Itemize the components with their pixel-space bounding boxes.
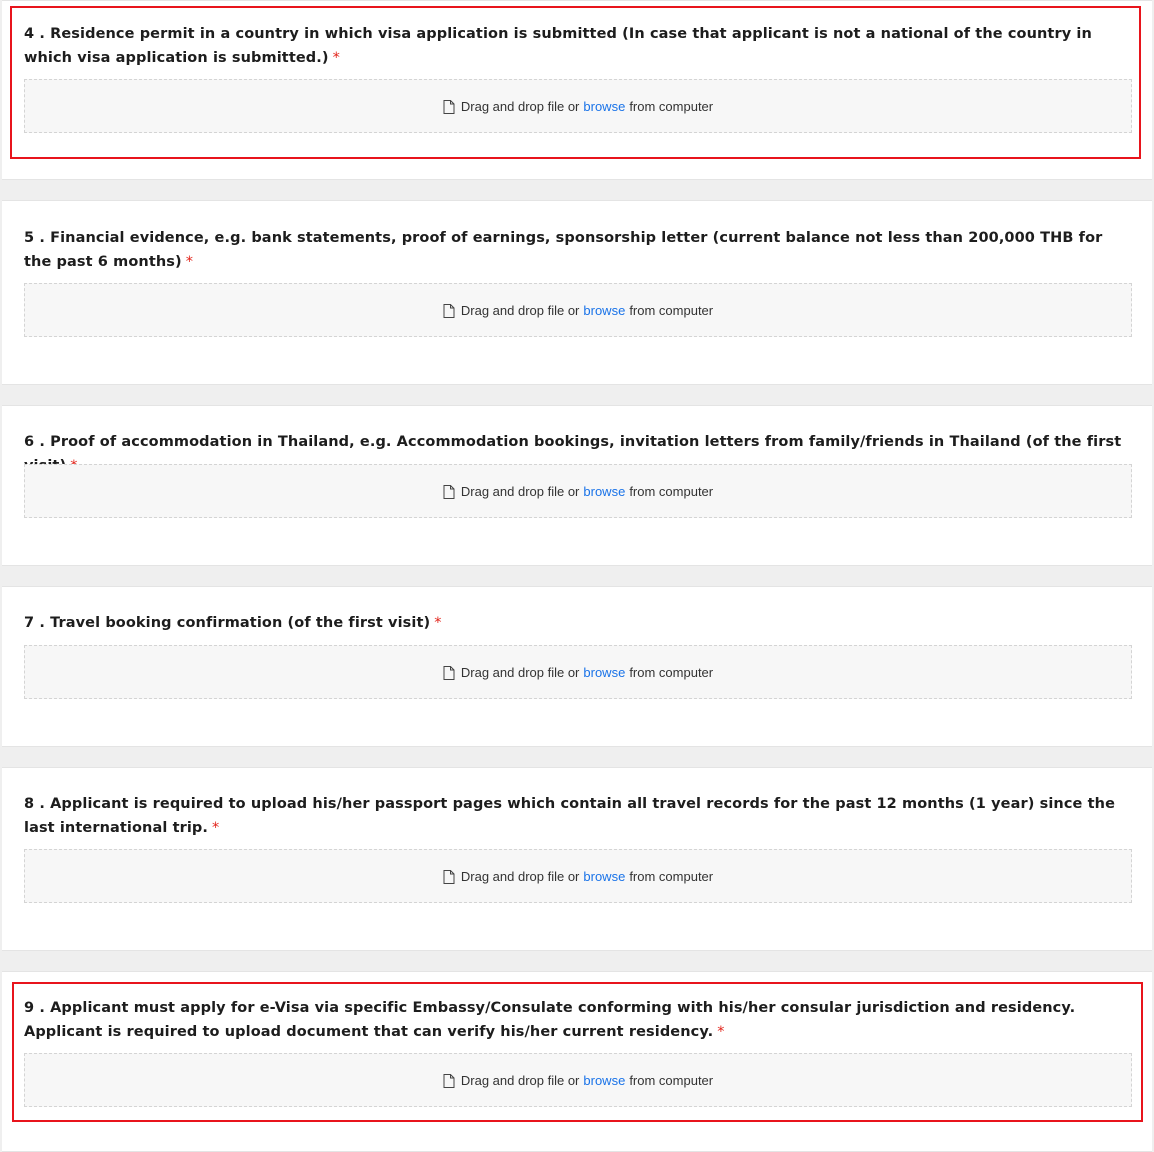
dropzone-text-suffix: from computer xyxy=(629,1072,714,1088)
file-icon xyxy=(443,304,455,318)
dropzone-text: Drag and drop file or xyxy=(460,1072,580,1088)
file-dropzone-5[interactable] xyxy=(24,283,1132,337)
question-label-5 xyxy=(24,226,1130,274)
dropzone-text-suffix: from computer xyxy=(629,664,714,680)
question-card-7 xyxy=(2,586,1152,747)
browse-link[interactable]: browse xyxy=(583,868,626,884)
question-text: 9 . Applicant must apply for e-Visa via specific Embassy/Consulate conforming with his/her consular jurisdiction and residency. Applicant is required to upload document that can verify his/her current residency. xyxy=(24,1000,1076,1040)
question-card-4 xyxy=(2,0,1152,180)
dropzone-text-suffix: from computer xyxy=(629,483,714,499)
question-text: 6 . Proof of accommodation in Thailand, e.g. Accommodation bookings, invitation letters from family/friends in Thailand (of the first xyxy=(24,434,1122,450)
dropzone-text: Drag and drop file or xyxy=(460,664,580,680)
question-label-4 xyxy=(24,22,1130,70)
dropzone-text-suffix: from computer xyxy=(629,868,714,884)
file-dropzone-8[interactable] xyxy=(24,849,1132,903)
dropzone-text: Drag and drop file or xyxy=(460,868,580,884)
question-card-6 xyxy=(2,405,1152,566)
file-dropzone-9[interactable] xyxy=(24,1053,1132,1107)
dropzone-text-suffix: from computer xyxy=(629,98,714,114)
browse-link[interactable]: browse xyxy=(583,1072,626,1088)
file-dropzone-4[interactable] xyxy=(24,79,1132,133)
file-icon xyxy=(443,1074,455,1088)
question-text: 4 . Residence permit in a country in which visa application is submitted (In case that applicant is not a national of the country in which visa application is submitted.) xyxy=(24,26,1092,66)
question-card-8 xyxy=(2,767,1152,951)
question-card-9 xyxy=(2,971,1152,1152)
question-text: 7 . Travel booking confirmation (of the first visit) xyxy=(24,615,431,631)
file-icon xyxy=(443,870,455,884)
question-label-7 xyxy=(24,611,1130,635)
required-marker: * xyxy=(185,254,194,270)
dropzone-text: Drag and drop file or xyxy=(460,483,580,499)
browse-link[interactable]: browse xyxy=(583,483,626,499)
dropzone-text-suffix: from computer xyxy=(629,302,714,318)
required-marker: * xyxy=(332,50,340,66)
file-icon xyxy=(443,100,455,114)
required-marker: * xyxy=(212,820,220,836)
dropzone-text: Drag and drop file or xyxy=(460,302,580,318)
question-text: 5 . Financial evidence, e.g. bank statements, proof of earnings, sponsorship letter (current balance not less than 200,000 THB for the past 6 months) xyxy=(24,230,1103,270)
question-text: 8 . Applicant is required to upload his/her passport pages which contain all travel records for the past 12 months (1 year) since the last international trip. xyxy=(24,796,1115,836)
browse-link[interactable]: browse xyxy=(583,664,626,680)
browse-link[interactable]: browse xyxy=(583,98,626,114)
dropzone-text: Drag and drop file or xyxy=(460,98,580,114)
question-card-5 xyxy=(2,200,1152,385)
file-dropzone-6[interactable] xyxy=(24,464,1132,518)
file-icon xyxy=(443,666,455,680)
question-label-8 xyxy=(24,792,1130,840)
browse-link[interactable]: browse xyxy=(583,302,626,318)
required-marker: * xyxy=(717,1024,725,1040)
file-icon xyxy=(443,485,455,499)
required-marker: * xyxy=(434,615,442,631)
question-label-9 xyxy=(24,996,1130,1044)
file-dropzone-7[interactable] xyxy=(24,645,1132,699)
